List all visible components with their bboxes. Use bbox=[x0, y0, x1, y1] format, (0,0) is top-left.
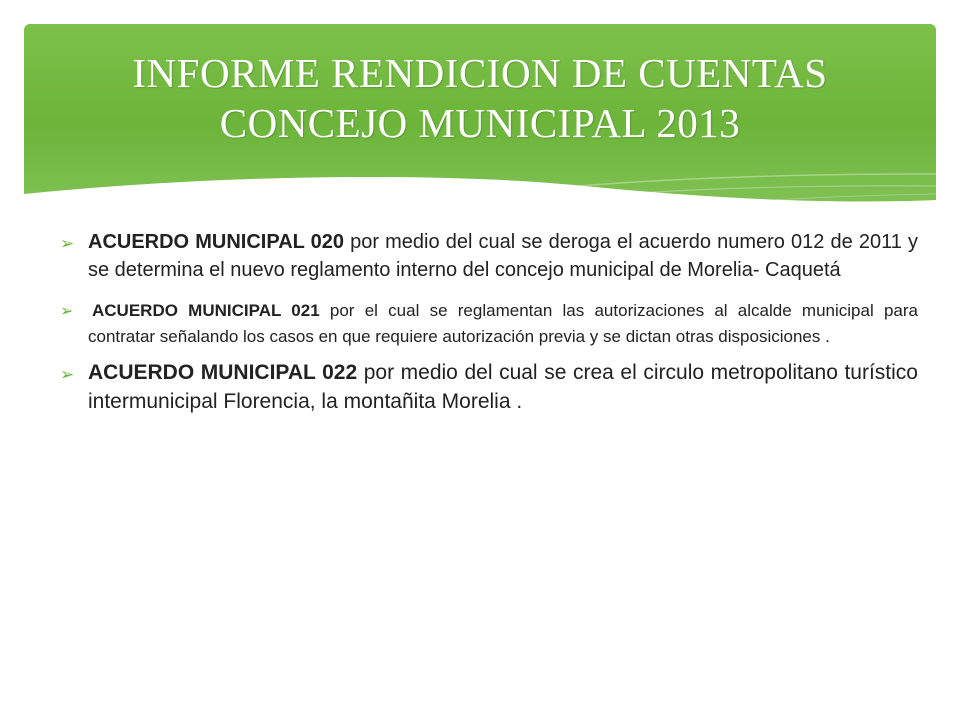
slide-title bbox=[24, 48, 936, 148]
list-item bbox=[58, 358, 918, 416]
acuerdo-text: por medio del cual se crea el circulo metropolitano turístico intermunicipal Florencia, la montañita Morelia . bbox=[88, 361, 918, 413]
list-item bbox=[58, 228, 918, 284]
arrow-bullet-icon: ➢ bbox=[60, 301, 74, 320]
acuerdo-label: ACUERDO MUNICIPAL 020 bbox=[88, 231, 344, 253]
acuerdo-text: por el cual se reglamentan las autorizaciones al alcalde municipal para contratar señalando los casos en que requiere autorización previa y se dictan otras disposiciones . bbox=[88, 301, 918, 346]
slide-title-line2: CONCEJO MUNICIPAL 2013 bbox=[219, 100, 741, 146]
list-item bbox=[58, 298, 918, 350]
acuerdo-text: por medio del cual se deroga el acuerdo numero 012 de 2011 y se determina el nuevo reglamento interno del concejo municipal de Morelia- Caquetá bbox=[88, 231, 918, 281]
arrow-bullet-icon: ➢ bbox=[60, 365, 75, 385]
acuerdo-label: ACUERDO MUNICIPAL 022 bbox=[88, 361, 358, 384]
arrow-bullet-icon: ➢ bbox=[60, 234, 75, 254]
acuerdo-label: ACUERDO MUNICIPAL 021 bbox=[92, 301, 320, 320]
slide-title-line1: INFORME RENDICION DE CUENTAS bbox=[132, 50, 828, 96]
bullet-list bbox=[58, 228, 918, 416]
